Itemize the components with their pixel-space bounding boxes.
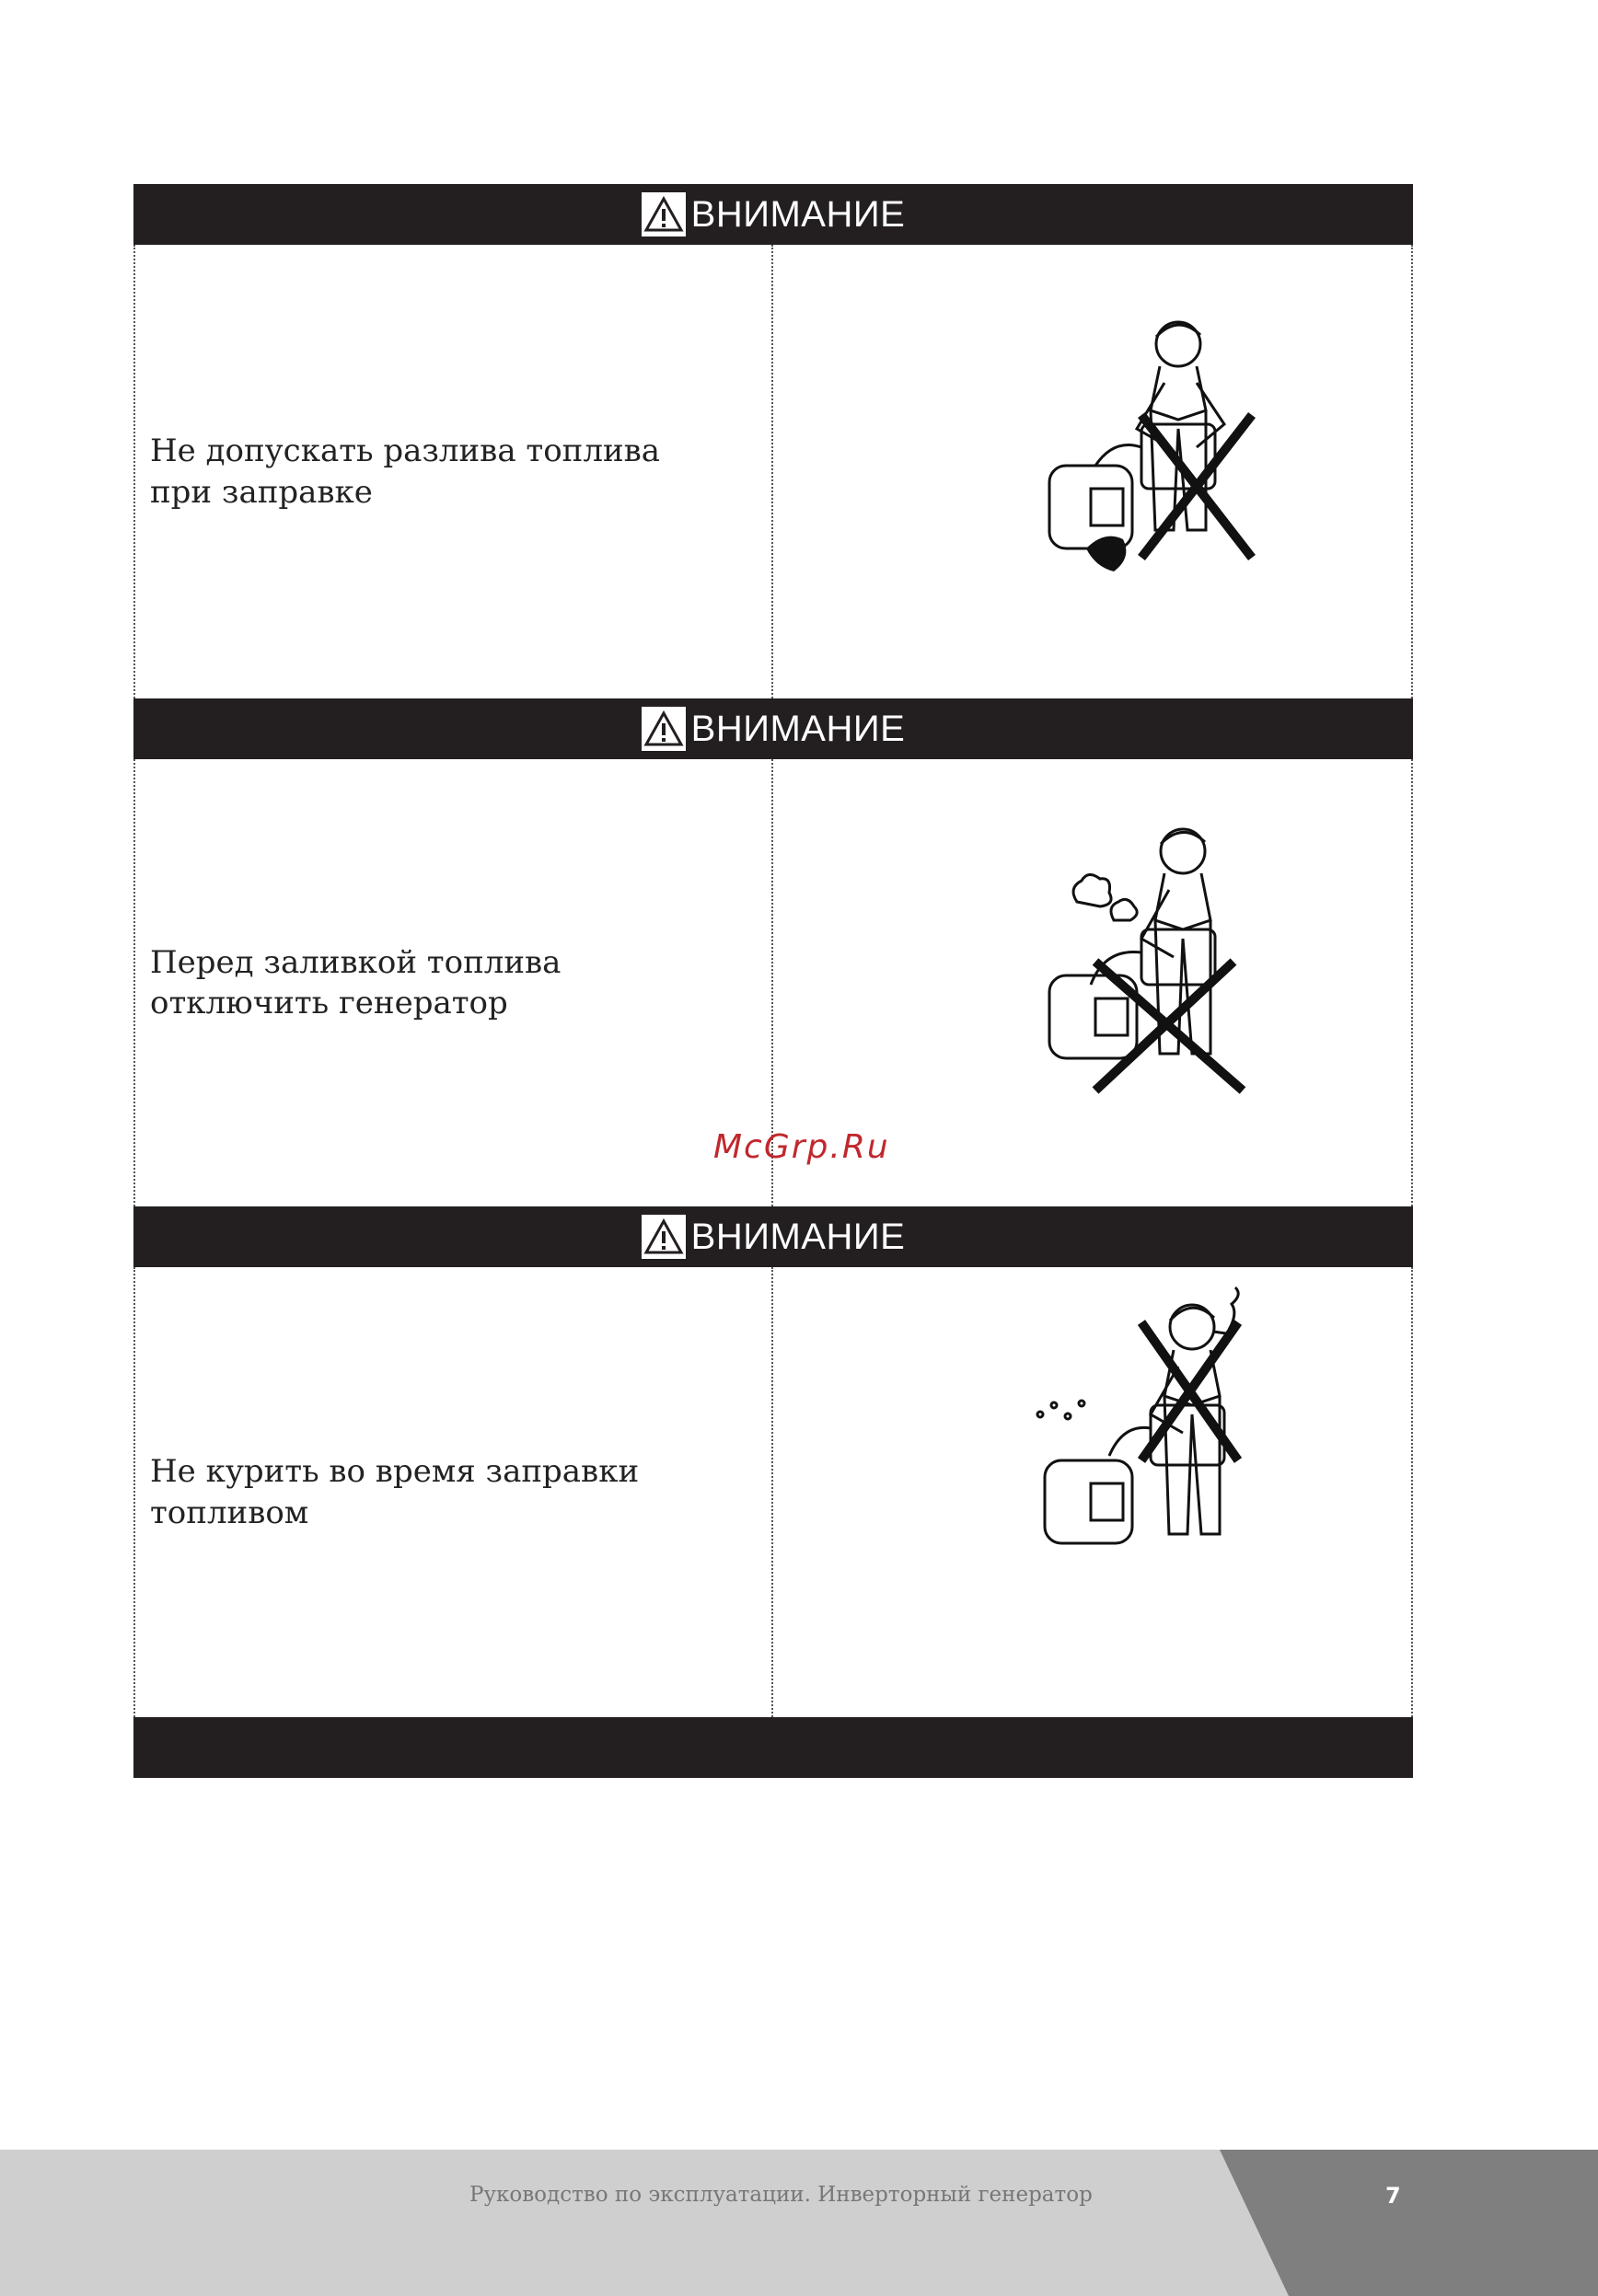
warning-row (133, 1267, 1413, 1717)
warning-text-cell (135, 245, 773, 698)
warning-text: Перед заливкой топлива отключить генератор (150, 943, 562, 1021)
page-footer (0, 2150, 1598, 2296)
warning-text: Не курить во время заправки топливом (150, 1453, 640, 1531)
warning-header-label: ВНИМАНИЕ (690, 1216, 906, 1257)
page-number: 7 (1385, 2183, 1401, 2209)
warning-row (133, 245, 1413, 698)
watermark: McGrp.Ru (713, 1128, 890, 1166)
fuel-spill-illustration (1040, 309, 1270, 585)
footer-title: Руководство по эксплуатации. Инверторный генератор (469, 2183, 1093, 2207)
warning-header-label: ВНИМАНИЕ (690, 708, 906, 749)
warning-text-cell (135, 1267, 773, 1717)
engine-off-illustration (1040, 814, 1270, 1109)
warning-triangle-icon (642, 707, 686, 751)
warning-image-cell (773, 245, 1411, 698)
warning-triangle-icon (642, 192, 686, 237)
no-smoking-illustration (1022, 1286, 1270, 1562)
warning-header-bar (133, 184, 1413, 245)
warning-header-bar (133, 698, 1413, 759)
warning-header-bar (133, 1206, 1413, 1267)
warning-text: Не допускать разлива топлива при заправке (150, 433, 661, 511)
warning-header-label: ВНИМАНИЕ (690, 193, 906, 235)
warning-text-cell (135, 759, 773, 1206)
footer-dark-shape (0, 2150, 1598, 2296)
table-bottom-bar (133, 1717, 1413, 1778)
warnings-table (133, 184, 1413, 1778)
warning-triangle-icon (642, 1215, 686, 1259)
warning-image-cell (773, 1267, 1411, 1717)
